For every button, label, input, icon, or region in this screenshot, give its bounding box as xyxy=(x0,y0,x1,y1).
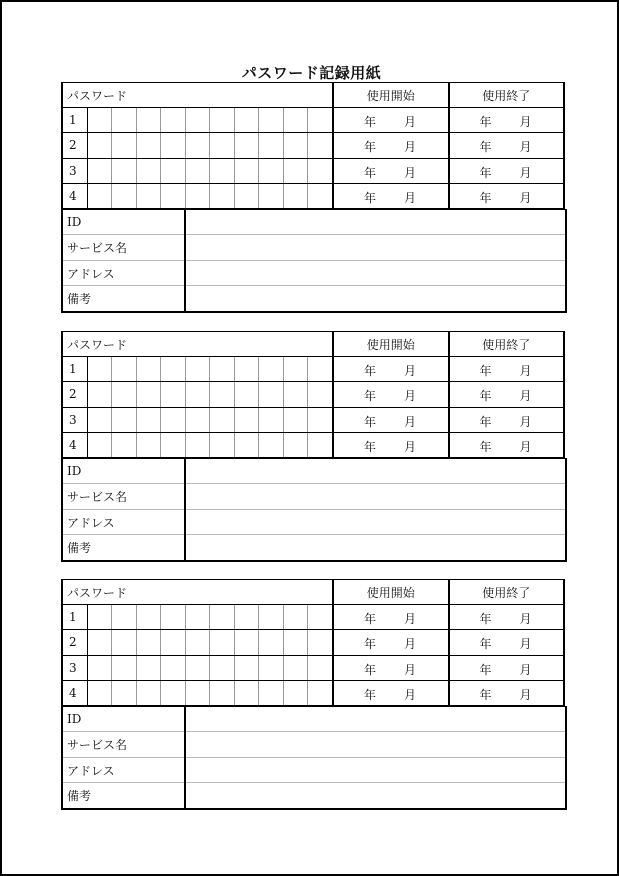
end-date-cell[interactable] xyxy=(449,680,565,706)
month-label: 月 xyxy=(404,662,417,677)
end-date-header: 使用終了 xyxy=(449,83,565,108)
year-label: 年 xyxy=(479,364,492,379)
month-label: 月 xyxy=(404,165,417,180)
year-label: 年 xyxy=(479,389,492,404)
password-char-cell[interactable] xyxy=(111,382,136,407)
month-label: 月 xyxy=(519,364,532,379)
end-date-cell[interactable] xyxy=(449,108,565,133)
info-label: ID xyxy=(62,707,185,732)
password-char-cell[interactable] xyxy=(87,357,111,382)
month-label: 月 xyxy=(404,140,417,155)
password-char-cell[interactable] xyxy=(235,108,259,133)
password-char-cell[interactable] xyxy=(136,680,160,706)
password-char-cell[interactable] xyxy=(87,158,111,183)
info-label: 備考 xyxy=(62,783,185,809)
account-info-table xyxy=(61,706,567,810)
year-label: 年 xyxy=(479,662,492,677)
password-char-cell[interactable] xyxy=(308,108,333,133)
password-char-cell[interactable] xyxy=(210,357,235,382)
password-char-cell[interactable] xyxy=(210,432,235,458)
row-number: 4 xyxy=(62,432,87,458)
end-date-cell[interactable] xyxy=(449,432,565,458)
password-char-cell[interactable] xyxy=(87,680,111,706)
password-char-cell[interactable] xyxy=(160,630,185,655)
password-char-cell[interactable] xyxy=(259,133,284,158)
info-label: ID xyxy=(62,210,185,235)
info-row xyxy=(62,484,566,509)
password-char-cell[interactable] xyxy=(87,382,111,407)
password-char-cell[interactable] xyxy=(259,407,284,432)
password-char-cell[interactable] xyxy=(185,108,209,133)
end-date-cell[interactable] xyxy=(449,655,565,680)
info-row xyxy=(62,509,566,534)
end-date-header: 使用終了 xyxy=(449,332,565,357)
start-date-cell[interactable] xyxy=(333,158,448,183)
password-char-cell[interactable] xyxy=(308,680,333,706)
year-label: 年 xyxy=(364,637,377,652)
password-char-cell[interactable] xyxy=(259,382,284,407)
start-date-cell[interactable] xyxy=(333,357,448,382)
month-label: 月 xyxy=(519,190,532,205)
info-row xyxy=(62,286,566,312)
info-value-field[interactable] xyxy=(185,509,566,534)
password-char-cell[interactable] xyxy=(308,630,333,655)
info-row xyxy=(62,459,566,484)
start-date-cell[interactable] xyxy=(333,133,448,158)
password-char-cell[interactable] xyxy=(136,108,160,133)
table-header-row xyxy=(62,332,564,357)
month-label: 月 xyxy=(404,389,417,404)
password-char-cell[interactable] xyxy=(87,183,111,209)
password-char-cell[interactable] xyxy=(284,680,308,706)
password-char-cell[interactable] xyxy=(210,108,235,133)
password-row xyxy=(62,432,564,458)
password-char-cell[interactable] xyxy=(235,158,259,183)
account-info-table xyxy=(61,458,567,562)
start-date-header: 使用開始 xyxy=(333,332,448,357)
password-char-cell[interactable] xyxy=(259,158,284,183)
password-char-cell[interactable] xyxy=(284,655,308,680)
start-date-cell[interactable] xyxy=(333,108,448,133)
password-char-cell[interactable] xyxy=(87,605,111,630)
password-char-cell[interactable] xyxy=(259,630,284,655)
end-date-cell[interactable] xyxy=(449,357,565,382)
password-char-cell[interactable] xyxy=(259,108,284,133)
row-number: 2 xyxy=(62,382,87,407)
start-date-cell[interactable] xyxy=(333,605,448,630)
password-char-cell[interactable] xyxy=(259,432,284,458)
password-char-cell[interactable] xyxy=(308,605,333,630)
password-char-cell[interactable] xyxy=(87,407,111,432)
password-char-cell[interactable] xyxy=(284,407,308,432)
password-header: パスワード xyxy=(62,580,333,605)
info-value-field[interactable] xyxy=(185,707,566,732)
info-value-field[interactable] xyxy=(185,235,566,260)
password-char-cell[interactable] xyxy=(111,133,136,158)
password-char-cell[interactable] xyxy=(235,655,259,680)
row-number: 4 xyxy=(62,183,87,209)
password-row xyxy=(62,183,564,209)
password-char-cell[interactable] xyxy=(136,605,160,630)
account-info-table xyxy=(61,209,567,313)
password-row xyxy=(62,680,564,706)
password-char-cell[interactable] xyxy=(235,407,259,432)
year-label: 年 xyxy=(479,165,492,180)
month-label: 月 xyxy=(519,612,532,627)
month-label: 月 xyxy=(404,414,417,429)
info-value-field[interactable] xyxy=(185,732,566,757)
password-char-cell[interactable] xyxy=(308,133,333,158)
password-char-cell[interactable] xyxy=(284,630,308,655)
info-label: アドレス xyxy=(62,509,185,534)
year-label: 年 xyxy=(479,687,492,702)
year-label: 年 xyxy=(364,389,377,404)
password-record-block xyxy=(61,82,565,314)
info-label: 備考 xyxy=(62,286,185,312)
password-char-cell[interactable] xyxy=(136,407,160,432)
year-label: 年 xyxy=(364,612,377,627)
password-char-cell[interactable] xyxy=(284,133,308,158)
row-number: 3 xyxy=(62,407,87,432)
password-char-cell[interactable] xyxy=(210,133,235,158)
end-date-cell[interactable] xyxy=(449,382,565,407)
password-char-cell[interactable] xyxy=(259,183,284,209)
password-table xyxy=(61,331,565,459)
password-char-cell[interactable] xyxy=(185,630,209,655)
password-row xyxy=(62,133,564,158)
info-row xyxy=(62,235,566,260)
row-number: 1 xyxy=(62,605,87,630)
info-row xyxy=(62,783,566,809)
password-char-cell[interactable] xyxy=(284,382,308,407)
month-label: 月 xyxy=(519,439,532,454)
password-char-cell[interactable] xyxy=(259,605,284,630)
password-char-cell[interactable] xyxy=(210,630,235,655)
month-label: 月 xyxy=(404,439,417,454)
password-char-cell[interactable] xyxy=(185,357,209,382)
info-row xyxy=(62,535,566,561)
password-char-cell[interactable] xyxy=(235,432,259,458)
start-date-cell[interactable] xyxy=(333,680,448,706)
password-char-cell[interactable] xyxy=(235,357,259,382)
page-title: パスワード記録用紙 xyxy=(241,64,382,82)
info-label: ID xyxy=(62,459,185,484)
password-char-cell[interactable] xyxy=(284,158,308,183)
password-char-cell[interactable] xyxy=(160,680,185,706)
password-row xyxy=(62,158,564,183)
password-char-cell[interactable] xyxy=(185,655,209,680)
password-char-cell[interactable] xyxy=(87,108,111,133)
info-value-field[interactable] xyxy=(185,260,566,285)
password-char-cell[interactable] xyxy=(235,183,259,209)
password-char-cell[interactable] xyxy=(87,432,111,458)
row-number: 3 xyxy=(62,655,87,680)
info-row xyxy=(62,210,566,235)
end-date-header: 使用終了 xyxy=(449,580,565,605)
password-char-cell[interactable] xyxy=(185,605,209,630)
year-label: 年 xyxy=(364,115,377,130)
end-date-cell[interactable] xyxy=(449,630,565,655)
password-char-cell[interactable] xyxy=(210,655,235,680)
password-char-cell[interactable] xyxy=(210,382,235,407)
year-label: 年 xyxy=(364,140,377,155)
password-char-cell[interactable] xyxy=(160,605,185,630)
info-value-field[interactable] xyxy=(185,757,566,782)
password-char-cell[interactable] xyxy=(235,605,259,630)
year-label: 年 xyxy=(479,414,492,429)
password-char-cell[interactable] xyxy=(136,655,160,680)
password-char-cell[interactable] xyxy=(160,357,185,382)
password-char-cell[interactable] xyxy=(136,432,160,458)
info-label: サービス名 xyxy=(62,235,185,260)
password-record-block xyxy=(61,331,565,563)
password-header: パスワード xyxy=(62,332,333,357)
month-label: 月 xyxy=(519,414,532,429)
password-char-cell[interactable] xyxy=(235,133,259,158)
year-label: 年 xyxy=(479,612,492,627)
password-char-cell[interactable] xyxy=(308,382,333,407)
start-date-cell[interactable] xyxy=(333,630,448,655)
password-char-cell[interactable] xyxy=(185,382,209,407)
password-char-cell[interactable] xyxy=(136,183,160,209)
year-label: 年 xyxy=(364,364,377,379)
password-row xyxy=(62,407,564,432)
password-char-cell[interactable] xyxy=(259,680,284,706)
end-date-cell[interactable] xyxy=(449,407,565,432)
info-label: サービス名 xyxy=(62,484,185,509)
password-char-cell[interactable] xyxy=(111,432,136,458)
password-char-cell[interactable] xyxy=(160,183,185,209)
info-row xyxy=(62,732,566,757)
month-label: 月 xyxy=(519,687,532,702)
row-number: 4 xyxy=(62,680,87,706)
password-char-cell[interactable] xyxy=(284,605,308,630)
password-char-cell[interactable] xyxy=(284,357,308,382)
info-label: サービス名 xyxy=(62,732,185,757)
password-char-cell[interactable] xyxy=(185,432,209,458)
month-label: 月 xyxy=(519,662,532,677)
password-char-cell[interactable] xyxy=(185,407,209,432)
password-char-cell[interactable] xyxy=(160,158,185,183)
month-label: 月 xyxy=(519,115,532,130)
password-char-cell[interactable] xyxy=(308,655,333,680)
password-row xyxy=(62,108,564,133)
info-label: アドレス xyxy=(62,757,185,782)
table-header-row xyxy=(62,580,564,605)
info-value-field[interactable] xyxy=(185,210,566,235)
password-char-cell[interactable] xyxy=(136,357,160,382)
password-row xyxy=(62,605,564,630)
month-label: 月 xyxy=(519,637,532,652)
password-table xyxy=(61,82,565,210)
password-char-cell[interactable] xyxy=(136,382,160,407)
password-char-cell[interactable] xyxy=(308,357,333,382)
year-label: 年 xyxy=(364,687,377,702)
password-char-cell[interactable] xyxy=(308,183,333,209)
row-number: 1 xyxy=(62,357,87,382)
month-label: 月 xyxy=(404,687,417,702)
password-char-cell[interactable] xyxy=(210,407,235,432)
start-date-cell[interactable] xyxy=(333,183,448,209)
password-char-cell[interactable] xyxy=(160,382,185,407)
password-header: パスワード xyxy=(62,83,333,108)
password-char-cell[interactable] xyxy=(259,655,284,680)
password-char-cell[interactable] xyxy=(185,133,209,158)
month-label: 月 xyxy=(404,612,417,627)
password-char-cell[interactable] xyxy=(210,680,235,706)
password-char-cell[interactable] xyxy=(111,680,136,706)
password-char-cell[interactable] xyxy=(308,158,333,183)
password-char-cell[interactable] xyxy=(111,655,136,680)
password-char-cell[interactable] xyxy=(235,630,259,655)
year-label: 年 xyxy=(364,165,377,180)
password-char-cell[interactable] xyxy=(160,655,185,680)
year-label: 年 xyxy=(479,140,492,155)
password-char-cell[interactable] xyxy=(111,183,136,209)
password-row xyxy=(62,630,564,655)
end-date-cell[interactable] xyxy=(449,158,565,183)
password-char-cell[interactable] xyxy=(284,183,308,209)
password-char-cell[interactable] xyxy=(136,158,160,183)
start-date-cell[interactable] xyxy=(333,382,448,407)
password-char-cell[interactable] xyxy=(160,133,185,158)
password-char-cell[interactable] xyxy=(87,655,111,680)
year-label: 年 xyxy=(364,190,377,205)
password-char-cell[interactable] xyxy=(136,133,160,158)
password-char-cell[interactable] xyxy=(136,630,160,655)
password-char-cell[interactable] xyxy=(210,605,235,630)
start-date-cell[interactable] xyxy=(333,432,448,458)
password-char-cell[interactable] xyxy=(185,158,209,183)
month-label: 月 xyxy=(404,190,417,205)
password-char-cell[interactable] xyxy=(87,630,111,655)
start-date-cell[interactable] xyxy=(333,655,448,680)
info-row xyxy=(62,757,566,782)
start-date-header: 使用開始 xyxy=(333,580,448,605)
year-label: 年 xyxy=(479,439,492,454)
password-char-cell[interactable] xyxy=(210,183,235,209)
password-record-block xyxy=(61,579,565,811)
month-label: 月 xyxy=(404,115,417,130)
year-label: 年 xyxy=(364,414,377,429)
month-label: 月 xyxy=(404,637,417,652)
info-row xyxy=(62,707,566,732)
password-char-cell[interactable] xyxy=(160,108,185,133)
password-char-cell[interactable] xyxy=(284,432,308,458)
month-label: 月 xyxy=(404,364,417,379)
password-char-cell[interactable] xyxy=(259,357,284,382)
password-char-cell[interactable] xyxy=(111,357,136,382)
password-table xyxy=(61,579,565,707)
password-char-cell[interactable] xyxy=(235,680,259,706)
password-char-cell[interactable] xyxy=(160,432,185,458)
password-char-cell[interactable] xyxy=(111,158,136,183)
info-value-field[interactable] xyxy=(185,484,566,509)
password-row xyxy=(62,655,564,680)
info-label: アドレス xyxy=(62,260,185,285)
password-char-cell[interactable] xyxy=(185,680,209,706)
password-char-cell[interactable] xyxy=(111,605,136,630)
year-label: 年 xyxy=(479,115,492,130)
start-date-header: 使用開始 xyxy=(333,83,448,108)
info-value-field[interactable] xyxy=(185,535,566,561)
password-row xyxy=(62,382,564,407)
password-row xyxy=(62,357,564,382)
year-label: 年 xyxy=(364,439,377,454)
year-label: 年 xyxy=(479,190,492,205)
info-label: 備考 xyxy=(62,535,185,561)
password-char-cell[interactable] xyxy=(111,407,136,432)
password-char-cell[interactable] xyxy=(185,183,209,209)
info-row xyxy=(62,260,566,285)
end-date-cell[interactable] xyxy=(449,183,565,209)
password-char-cell[interactable] xyxy=(87,133,111,158)
info-value-field[interactable] xyxy=(185,459,566,484)
password-char-cell[interactable] xyxy=(111,630,136,655)
password-char-cell[interactable] xyxy=(308,432,333,458)
month-label: 月 xyxy=(519,165,532,180)
password-char-cell[interactable] xyxy=(160,407,185,432)
month-label: 月 xyxy=(519,389,532,404)
month-label: 月 xyxy=(519,140,532,155)
start-date-cell[interactable] xyxy=(333,407,448,432)
year-label: 年 xyxy=(364,662,377,677)
info-value-field[interactable] xyxy=(185,286,566,312)
row-number: 1 xyxy=(62,108,87,133)
end-date-cell[interactable] xyxy=(449,133,565,158)
password-char-cell[interactable] xyxy=(111,108,136,133)
password-char-cell[interactable] xyxy=(235,382,259,407)
row-number: 2 xyxy=(62,133,87,158)
row-number: 3 xyxy=(62,158,87,183)
info-value-field[interactable] xyxy=(185,783,566,809)
row-number: 2 xyxy=(62,630,87,655)
password-char-cell[interactable] xyxy=(284,108,308,133)
end-date-cell[interactable] xyxy=(449,605,565,630)
password-char-cell[interactable] xyxy=(210,158,235,183)
year-label: 年 xyxy=(479,637,492,652)
table-header-row xyxy=(62,83,564,108)
password-char-cell[interactable] xyxy=(308,407,333,432)
